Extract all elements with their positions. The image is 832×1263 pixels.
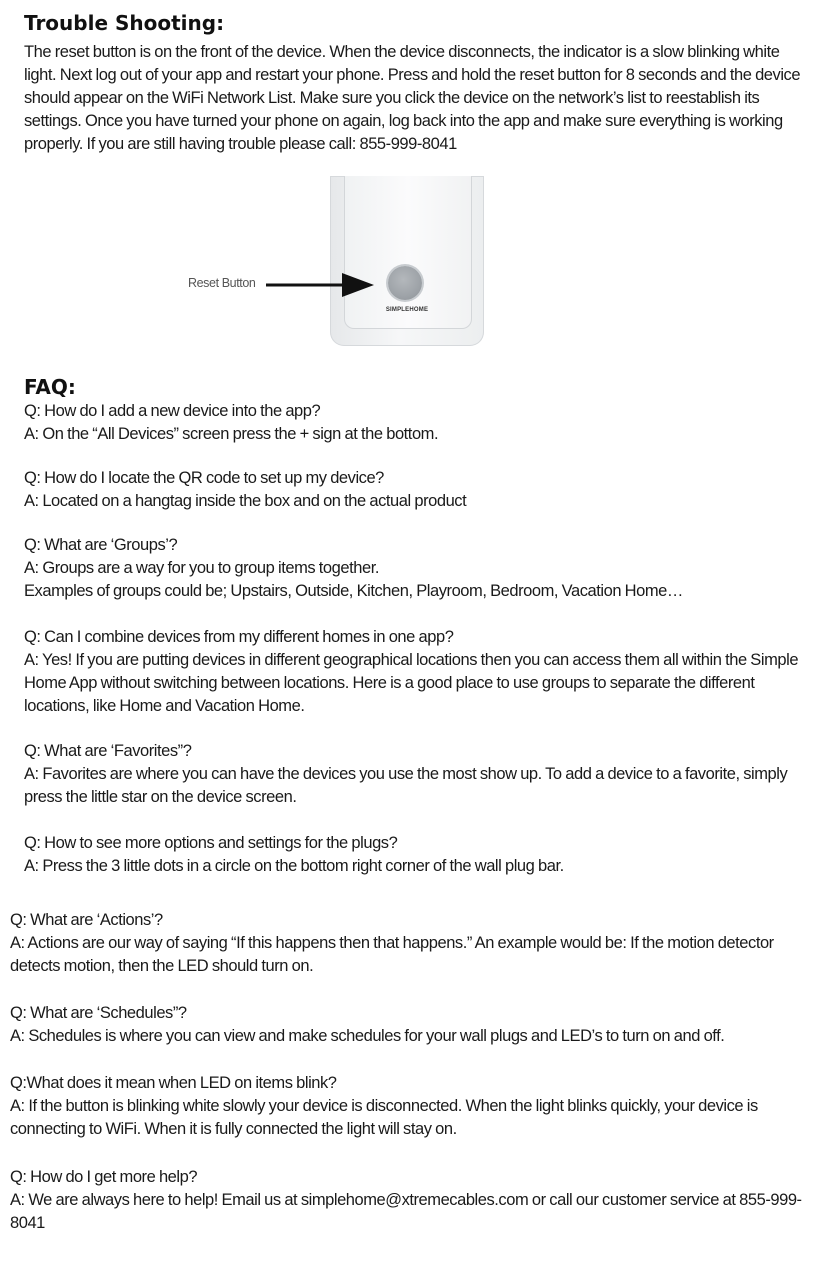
faq-question: Q:What does it mean when LED on items blink?: [10, 1074, 337, 1092]
faq-answer: A: Schedules is where you can view and make schedules for your wall plugs and LED’s to turn on and off.: [10, 1027, 725, 1045]
device-logo: SIMPLEHOME: [385, 307, 429, 313]
faq-item: [10, 1166, 815, 1235]
faq-question: Q: How to see more options and settings for the plugs?: [24, 834, 398, 852]
faq-item: [10, 909, 815, 978]
faq-answer: A: Yes! If you are putting devices in different geographical locations then you can access them all within the Simple Home App without switching between locations. Here is a good place to use groups to separate the different locations, like Home and Vacation Home.: [24, 651, 799, 715]
faq-item: [10, 1072, 815, 1141]
faq-item: [24, 534, 814, 603]
faq-question: Q: What are ‘Groups’?: [24, 536, 178, 554]
faq-answer: A: Groups are a way for you to group items together.: [24, 559, 379, 577]
faq-question: Q: What are ‘Favorites”?: [24, 742, 192, 760]
faq-answer: A: We are always here to help! Email us at simplehome@xtremecables.com or call our customer service at 855-999-8041: [10, 1191, 802, 1232]
faq-answer: A: If the button is blinking white slowly your device is disconnected. When the light blinks quickly, your device is connecting to WiFi. When it is fully connected the light will stay on.: [10, 1097, 758, 1138]
faq-question: Q: Can I combine devices from my different homes in one app?: [24, 628, 454, 646]
troubleshooting-text: The reset button is on the front of the device. When the device disconnects, the indicator is a slow blinking white light. Next log out of your app and restart your phone. Press and hold the reset button for 8 seconds and the device should appear on the WiFi Network List. Make sure you click the device on the network’s list to reestablish its settings. Once you have turned your phone on again, log back into the app and make sure everything is working properly. If you are still having trouble please call: 855-999-8041: [24, 43, 801, 153]
faq-question: Q: How do I add a new device into the app?: [24, 402, 321, 420]
faq-question: Q: What are ‘Schedules”?: [10, 1004, 187, 1022]
faq-answer: A: On the “All Devices” screen press the + sign at the bottom.: [24, 425, 439, 443]
arrow-right-icon: [264, 272, 376, 298]
faq-answer: A: Press the 3 little dots in a circle on the bottom right corner of the wall plug bar.: [24, 857, 564, 875]
faq-title: FAQ:: [24, 375, 76, 399]
faq-item: [24, 740, 814, 809]
faq-answer: A: Favorites are where you can have the devices you use the most show up. To add a device to a favorite, simply press the little star on the device screen.: [24, 765, 788, 806]
faq-question: Q: How do I locate the QR code to set up my device?: [24, 469, 384, 487]
device-illustration: [330, 176, 484, 346]
faq-item: [10, 1002, 815, 1048]
faq-question: Q: How do I get more help?: [10, 1168, 198, 1186]
faq-item: [24, 626, 814, 718]
faq-item: [24, 832, 814, 878]
faq-answer: A: Located on a hangtag inside the box and on the actual product: [24, 492, 467, 510]
troubleshooting-title: Trouble Shooting:: [24, 11, 225, 35]
faq-item: [24, 467, 814, 513]
reset-button-label: Reset Button: [188, 276, 256, 290]
faq-question: Q: What are ‘Actions’?: [10, 911, 163, 929]
faq-item: [24, 400, 814, 446]
faq-answer: A: Actions are our way of saying “If this happens then that happens.” An example would be: If the motion detector detects motion, then the LED should turn on.: [10, 934, 774, 975]
reset-button-icon: [388, 266, 422, 300]
faq-answer-extra: Examples of groups could be; Upstairs, Outside, Kitchen, Playroom, Bedroom, Vacation Home…: [24, 582, 683, 600]
